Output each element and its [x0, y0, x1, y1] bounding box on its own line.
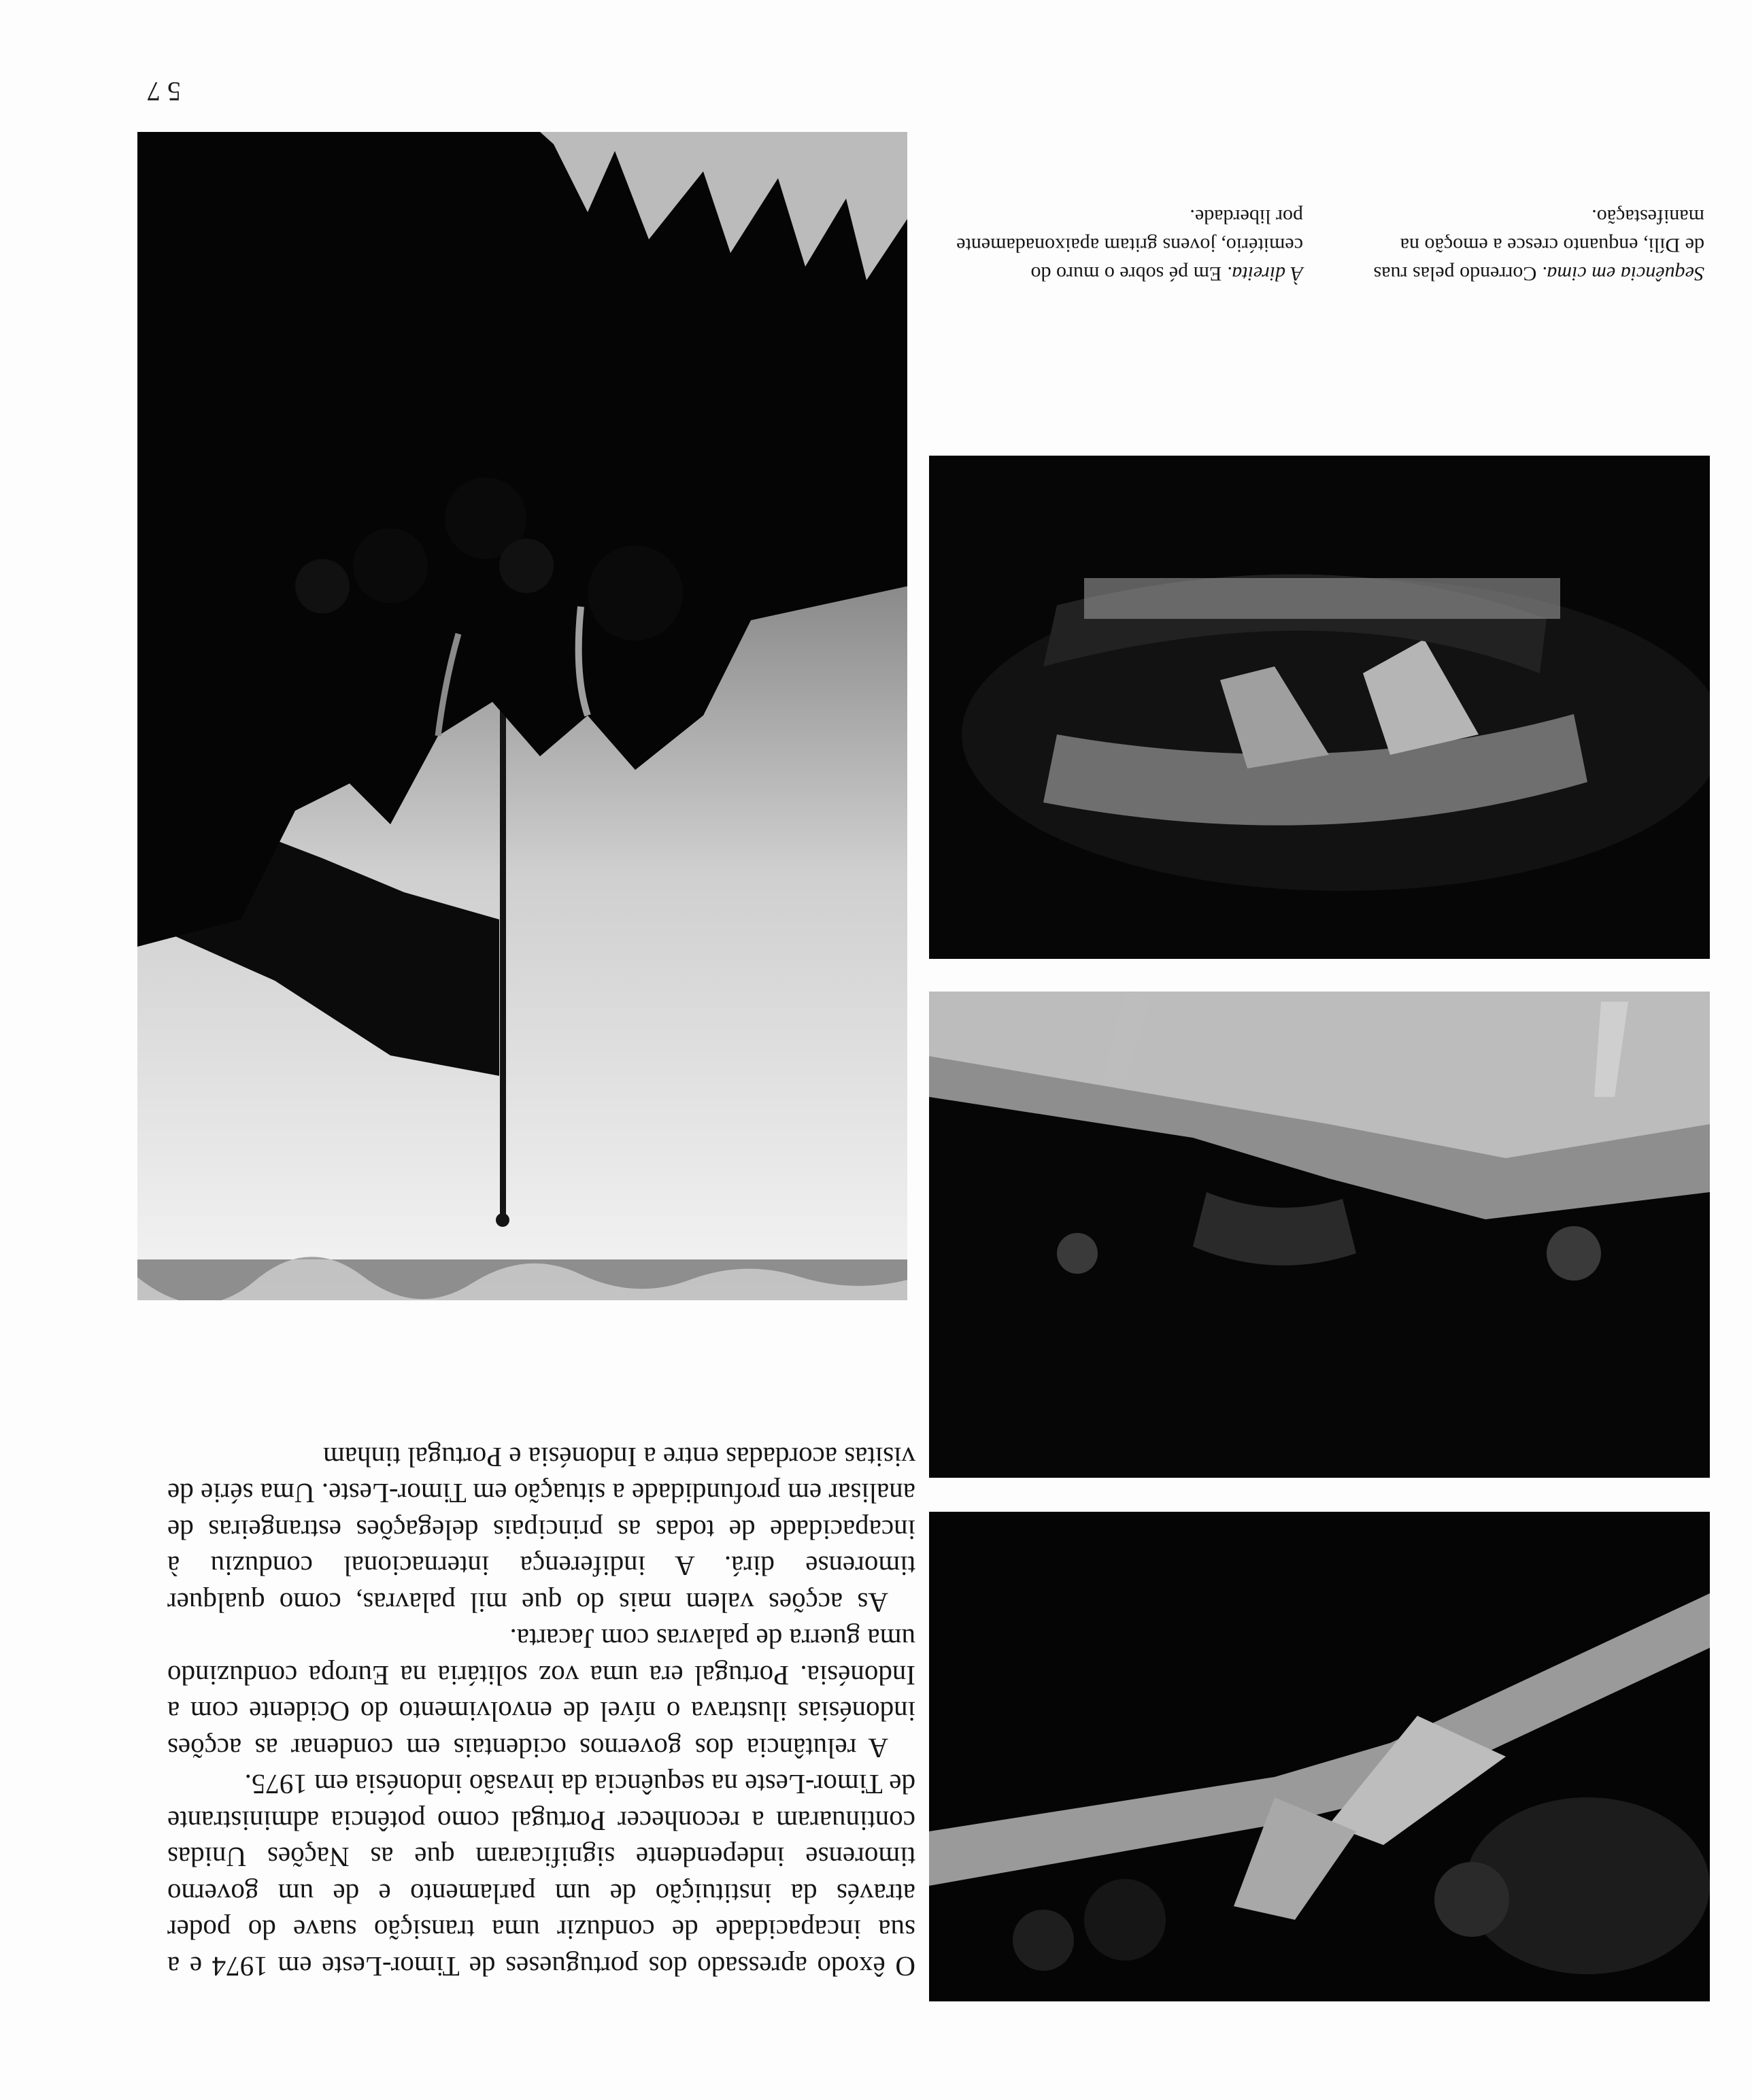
photo-cemetery-wall: [137, 132, 907, 1300]
photo-demonstrators-street: [929, 992, 1710, 1478]
photo-cemetery-wall-image: [137, 132, 907, 1300]
caption-sequence: [1351, 202, 1704, 288]
page-number: 57: [140, 76, 181, 107]
photo-banner-crowd: [929, 456, 1710, 959]
caption-sequence-text: Correndo pelas ruas de Díli, enquanto cresce a emoção na manifestação.: [1373, 205, 1704, 285]
photo-running-crowd: [929, 1512, 1710, 2001]
photo-banner-crowd-image: [929, 456, 1710, 959]
body-paragraph-3: As acções valem mais do que mil palavras, como qualquer timorense dirá. A indiferença internacional conduziu à incapacidade de todas as principais delegações estrangeiras de analisar em profundidade a situação em Timor-Leste. Uma série de visitas acordadas entre a Indonésia e Portugal tinham: [167, 1442, 915, 1619]
caption-sequence-lead: Sequência em cima.: [1541, 262, 1704, 285]
body-paragraph-2: A relutância dos governos ocidentais em condenar as acções indonésias ilustrava o nível de envolvimento do Ocidente com a Indonésia. Portugal era uma voz solitária na Europa conduzindo uma guerra de palavras com Jacarta.: [167, 1623, 915, 1764]
caption-right-photo-text: Em pé sobre o muro do cemitério, jovens gritam apaixonadamente por liberdade.: [956, 205, 1303, 285]
photo-running-crowd-image: [929, 1512, 1710, 2001]
body-text: [167, 1439, 915, 1985]
caption-right-photo: [949, 202, 1303, 288]
photo-demonstrators-street-image: [929, 992, 1710, 1478]
body-paragraph-1: O êxodo apressado dos portugueses de Timor-Leste em 1974 e a sua incapacidade de conduzir uma transição suave do poder através da instituição de um parlamento e de um governo timorense independente significaram que as Nações Unidas continuaram a reconhecer Portugal como potência administrante de Timor-Leste na sequência da invasão indonésia em 1975.: [167, 1769, 915, 1982]
caption-right-photo-lead: À direita.: [1226, 262, 1303, 285]
caption-area: [943, 152, 1704, 288]
